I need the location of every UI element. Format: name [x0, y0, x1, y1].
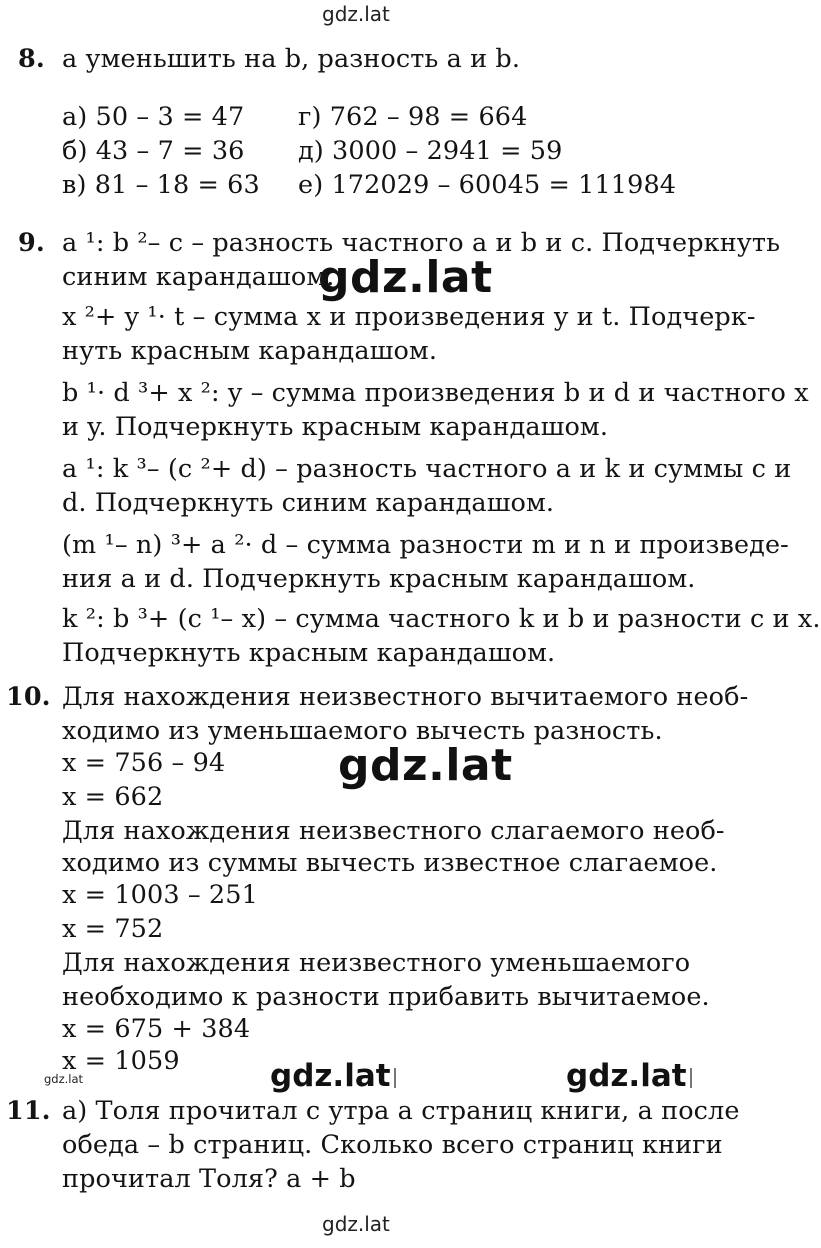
- answer-item: в) 81 – 18 = 63: [62, 170, 260, 200]
- text-line: d. Подчеркнуть синим карандашом.: [62, 488, 555, 518]
- equation: x = 1059: [62, 1046, 180, 1076]
- text-line: а) Толя прочитал с утра a страниц книги, а после: [62, 1096, 740, 1126]
- answer-item: д) 3000 – 2941 = 59: [298, 136, 563, 166]
- text-line: b ¹· d ³+ x ²: y – сумма произведения b и d и частного x: [62, 378, 809, 408]
- watermark-medium: gdz.lat: [566, 1058, 692, 1094]
- text-line: Для нахождения неизвестного слагаемого необ-: [62, 816, 725, 846]
- equation: x = 662: [62, 782, 164, 812]
- text-line: x ²+ y ¹· t – сумма x и произведения y и t. Подчерк-: [62, 302, 756, 332]
- watermark-small: gdz.lat: [44, 1072, 84, 1086]
- text-line: ходимо из суммы вычесть известное слагаемое.: [62, 848, 718, 878]
- text-line: a ¹: b ²– c – разность частного a и b и c. Подчеркнуть: [62, 228, 781, 258]
- equation: x = 752: [62, 914, 164, 944]
- watermark-large: gdz.lat: [318, 252, 493, 303]
- text-line: ния a и d. Подчеркнуть красным карандашом.: [62, 564, 696, 594]
- watermark-large: gdz.lat: [338, 740, 513, 791]
- task-number: 10.: [6, 682, 51, 712]
- equation: x = 756 – 94: [62, 748, 226, 778]
- answer-item: б) 43 – 7 = 36: [62, 136, 245, 166]
- task-statement: a уменьшить на b, разность a и b.: [62, 44, 521, 74]
- text-line: прочитал Толя? a + b: [62, 1164, 356, 1194]
- text-line: ходимо из уменьшаемого вычесть разность.: [62, 716, 663, 746]
- task-number: 11.: [6, 1096, 51, 1126]
- text-line: и y. Подчеркнуть красным карандашом.: [62, 412, 609, 442]
- task-number: 8.: [18, 44, 45, 74]
- text-line: нуть красным карандашом.: [62, 336, 438, 366]
- text-line: k ²: b ³+ (c ¹– x) – сумма частного k и b и разности c и x.: [62, 604, 821, 634]
- equation: x = 675 + 384: [62, 1014, 251, 1044]
- text-line: (m ¹– n) ³+ a ²· d – сумма разности m и n и произведе-: [62, 530, 789, 560]
- text-line: обеда – b страниц. Сколько всего страниц книги: [62, 1130, 723, 1160]
- task-number: 9.: [18, 228, 45, 258]
- watermark-medium: gdz.lat: [270, 1058, 396, 1094]
- text-line: Подчеркнуть красным карандашом.: [62, 638, 556, 668]
- equation: x = 1003 – 251: [62, 880, 258, 910]
- text-line: необходимо к разности прибавить вычитаемое.: [62, 982, 710, 1012]
- answer-item: а) 50 – 3 = 47: [62, 102, 245, 132]
- text-line: Для нахождения неизвестного вычитаемого необ-: [62, 682, 749, 712]
- text-line: Для нахождения неизвестного уменьшаемого: [62, 948, 691, 978]
- answer-item: е) 172029 – 60045 = 111984: [298, 170, 677, 200]
- watermark-top: gdz.lat: [322, 2, 390, 26]
- text-line: a ¹: k ³– (c ²+ d) – разность частного a и k и суммы c и: [62, 454, 792, 484]
- text-line: синим карандашом.: [62, 262, 335, 292]
- answer-item: г) 762 – 98 = 664: [298, 102, 528, 132]
- watermark-bottom: gdz.lat: [322, 1212, 390, 1236]
